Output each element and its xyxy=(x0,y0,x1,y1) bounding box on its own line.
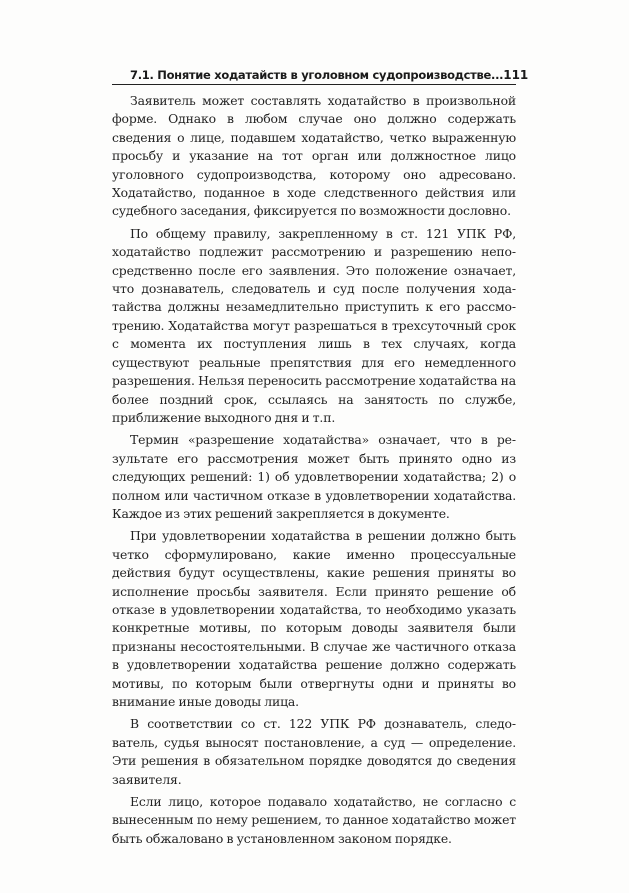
paragraph: Термин «разрешение ходатайства» означает, что в результате его рассмотрения может быть принято одно из следующих решений: 1) об удовлетворении ходатайства; 2) о полном или частичном отказе в удовлетворении ходатайства. Каждое из этих решений закрепляется в документе. xyxy=(112,432,516,521)
body-text xyxy=(112,92,516,852)
paragraph: Заявитель может составлять ходатайство в произвольной форме. Однако в любом случае оно должно содержать сведения о лице, подавшем ходатайство, четко выраженную просьбу и указание на тот орган или должностное лицо уголовного судопроизводства, которому оно адресовано. Ходатайство, поданное в ходе следственного действия или судебного заседания, фиксируется по возможности дословно. xyxy=(112,93,516,219)
page-number: 111 xyxy=(503,68,529,82)
paragraph: При удовлетворении ходатайства в решении должно быть четко сформулировано, какие именно процессуальные действия будут осуществлены, какие решения приняты во исполнение просьбы заявителя. Если принято решение об отказе в удовлетворении ходатайства, то необходимо указать конкретные мотивы, по которым доводы заявителя были признаны несостоятельными. В случае же частичного отказа в удовлетворении ходатайства решение должно содержать мотивы, по которым были отвергнуты одни и приняты во внимание иные доводы лица. xyxy=(112,528,516,709)
paragraph: По общему правилу, закрепленному в ст. 121 УПК РФ, ходатайство подлежит рассмотрению и разрешению непосредственно после его заявления. Это положение означает, что дознаватель, следователь и суд после получения ходатайства должны незамедлительно приступить к его рассмотрению. Ходатайства могут разрешаться в трехсуточный срок с момента их поступления лишь в тех случаях, когда существуют реальные препятствия для его немедленного разрешения. Нельзя переносить рассмотрение ходатайства на более поздний срок, ссылаясь на занятость по службе, приближение выходного дня и т.п. xyxy=(112,225,516,425)
running-head-title: 7.1. Понятие ходатайств в уголовном судопроизводстве... xyxy=(130,68,504,82)
paragraph: В соответствии со ст. 122 УПК РФ дознаватель, следователь, судья выносят постановление, а суд — определение. Эти решения в обязательном порядке доводятся до сведения заявителя. xyxy=(112,716,516,787)
paragraph: Если лицо, которое подавало ходатайство, не согласно с вынесенным по нему решением, то данное ходатайство может быть обжаловано в установленном законом порядке. xyxy=(112,794,516,846)
running-head xyxy=(112,60,529,85)
